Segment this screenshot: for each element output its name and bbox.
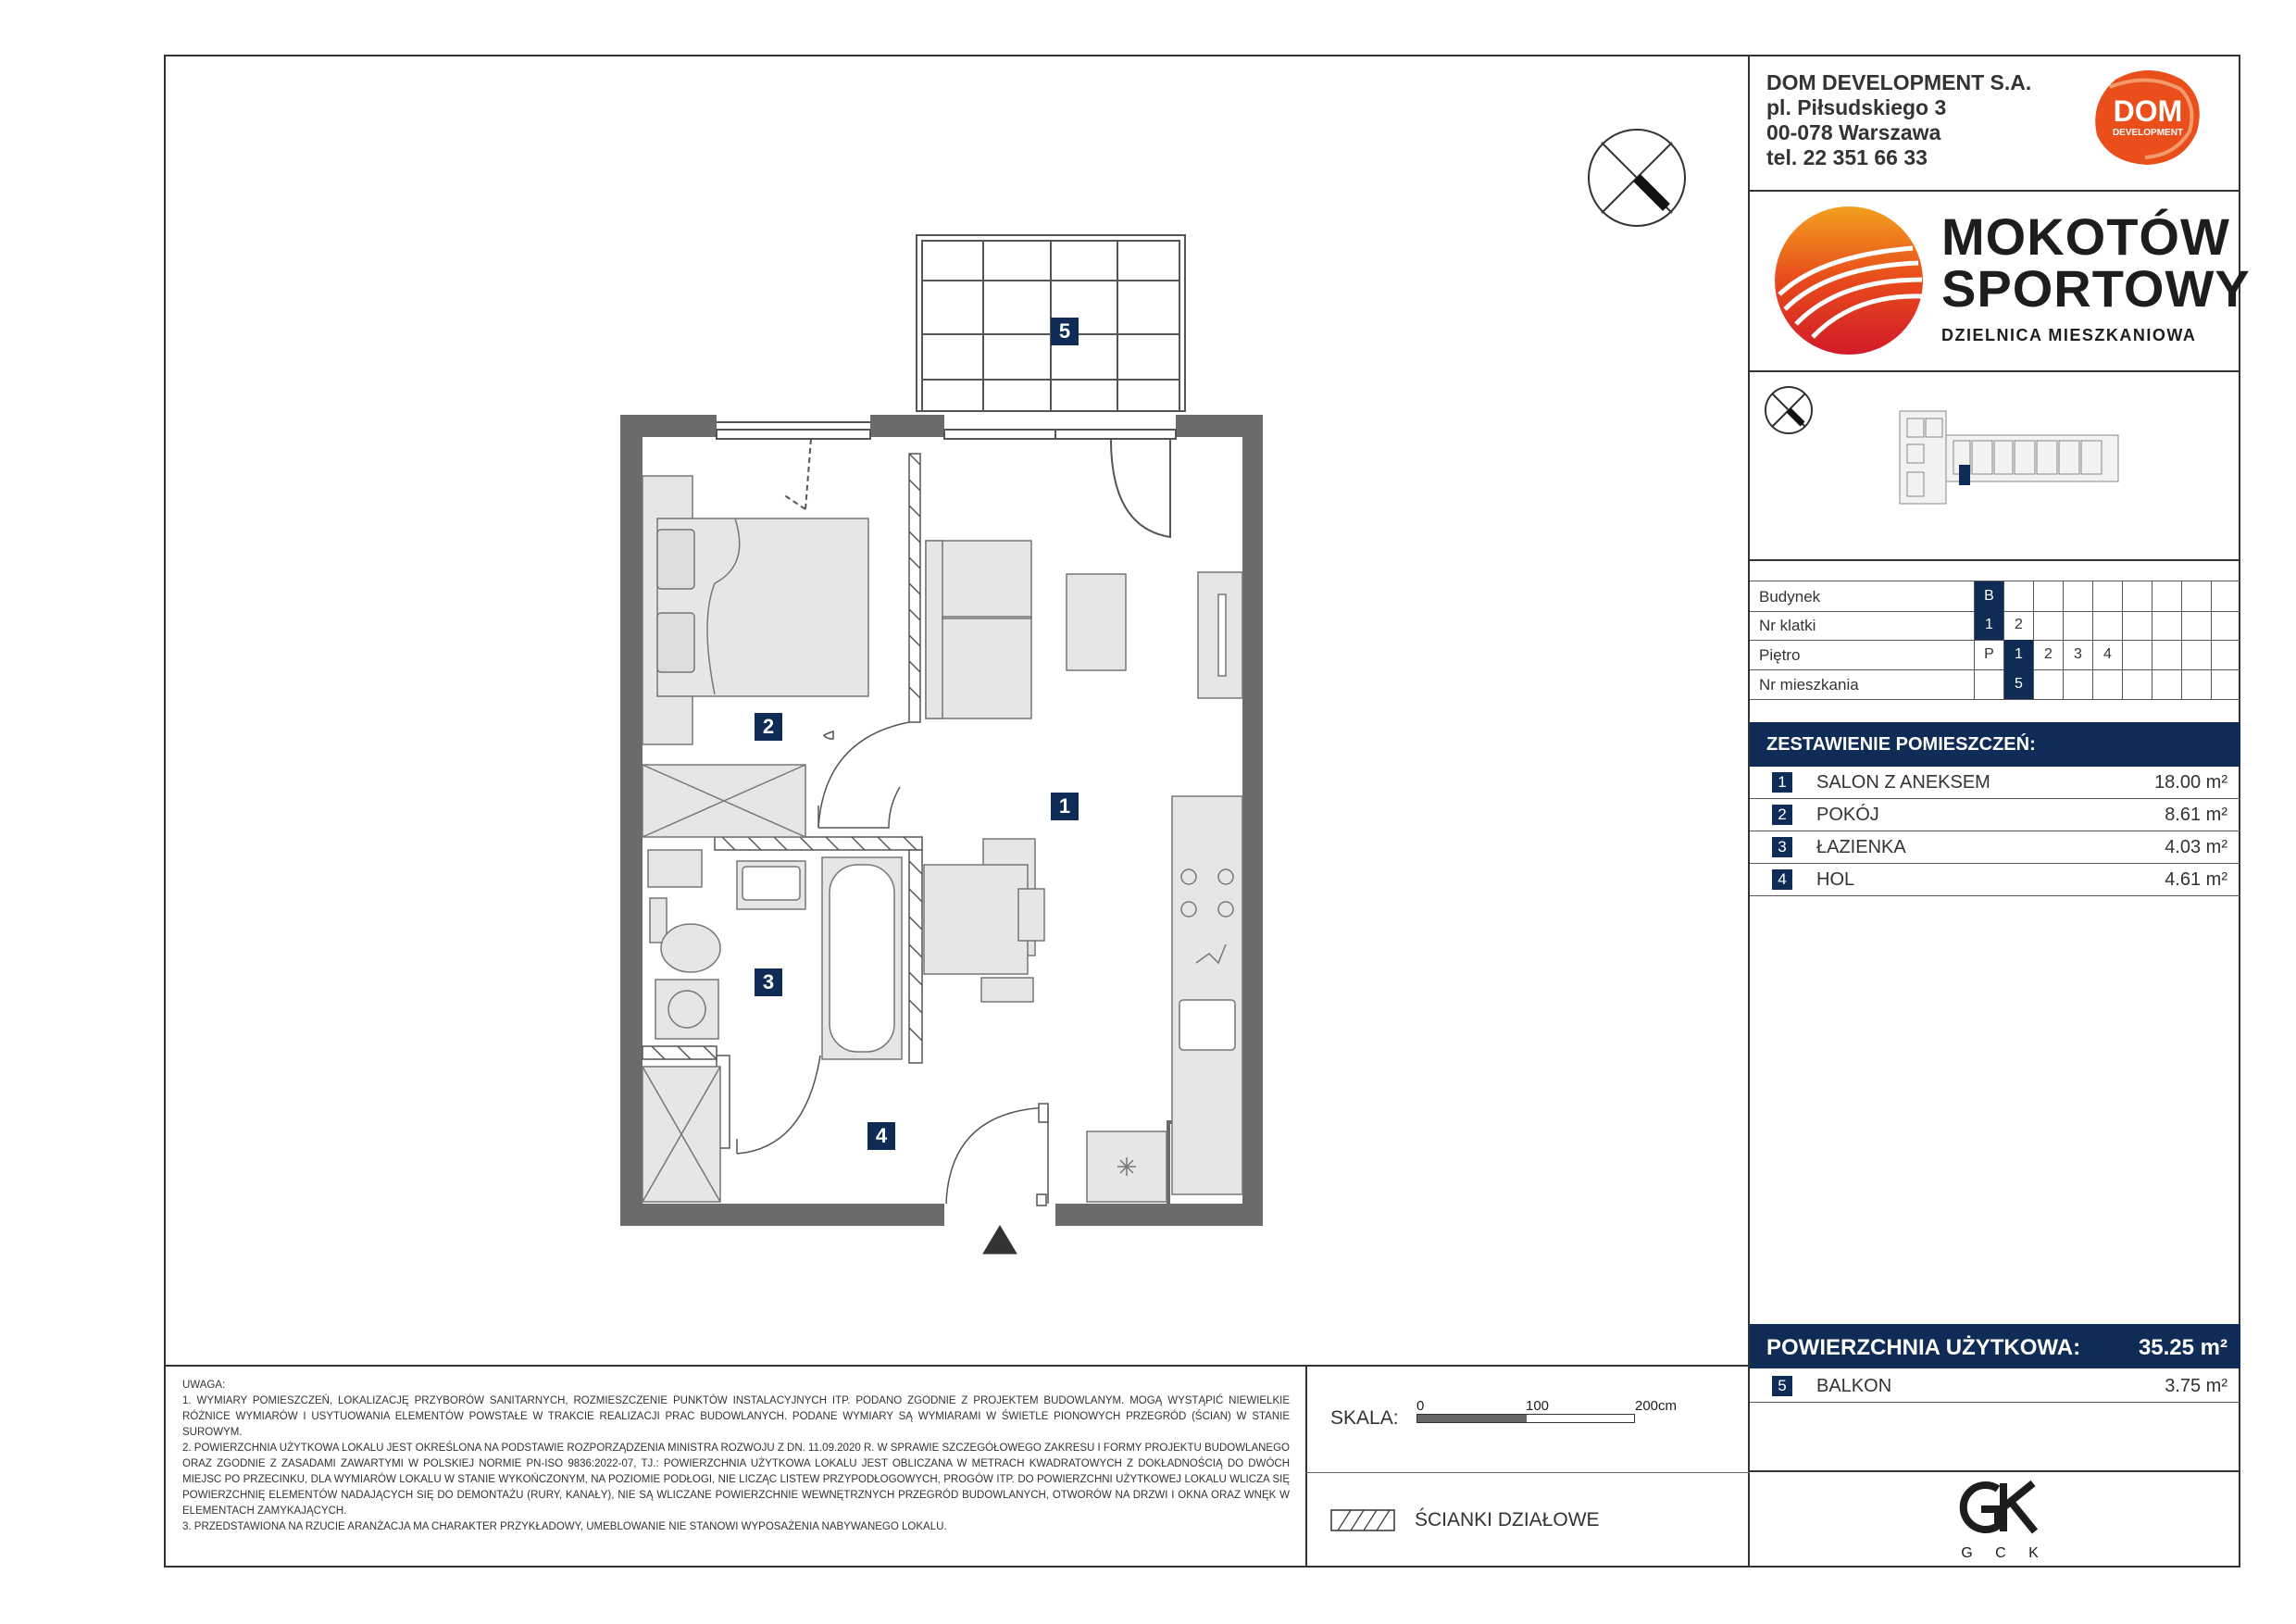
company-address: [1766, 70, 2031, 170]
room-area: 8.61 m²: [2165, 805, 2227, 825]
info-label-nr-klatki: Nr klatki: [1759, 617, 1816, 634]
info-cell: [2152, 640, 2181, 669]
info-cell: [2211, 640, 2240, 669]
info-cell: [2033, 610, 2063, 640]
scale-tick-100: 100: [1526, 1398, 1550, 1414]
compass-icon: [1587, 128, 1687, 232]
info-cell: [2152, 610, 2181, 640]
plan-label-room-2: 2: [755, 713, 782, 741]
notes-item: 1. WYMIARY POMIESZCZEŃ, LOKALIZACJĘ PRZYBORÓW SANITARNYCH, ROZMIESZCZENIE PUNKTÓW INSTALACYJNYCH ITP. PODANO ZGODNIE Z PROJEKTEM BUDOWLANYM. MOGĄ WYSTĄPIĆ NIEWIELKIE RÓŻNICE WYMIARÓW I USYTUOWANIA ELEMENTÓW POWSTAŁE W TRAKCIE REALIZACJI PRAC BUDOWLANYCH. PODANE WYMIARY SĄ WYMIARAMI W ŚWIETLE PIONOWYCH PRZEGRÓD (ŚCIAN) W STANIE SUROWYM.: [182, 1395, 1290, 1438]
company-name: DOM DEVELOPMENT S.A.: [1766, 70, 2032, 94]
info-label-nr-mieszkania: Nr mieszkania: [1759, 676, 1859, 693]
info-cell: [2092, 669, 2122, 699]
info-cell: [2211, 610, 2240, 640]
company-city: 00-078 Warszawa: [1766, 120, 1941, 144]
info-cell: [2181, 581, 2211, 611]
info-cell: [2152, 669, 2181, 699]
building-key-plan: [1898, 407, 2120, 514]
rooms-heading-text: ZESTAWIENIE POMIESZCZEŃ:: [1766, 734, 2036, 755]
info-cell: [2092, 610, 2122, 640]
info-cell: [2152, 581, 2181, 611]
room-row: [1750, 799, 2240, 831]
info-row-budynek: [1750, 581, 2240, 612]
sidebar-sep-2: [1748, 370, 2240, 372]
room-row: [1750, 767, 2240, 799]
info-cell: [2122, 581, 2152, 611]
info-label-budynek: Budynek: [1759, 588, 1821, 606]
info-cell: 4: [2092, 640, 2122, 669]
dom-development-logo: [2088, 67, 2208, 170]
scale-tick-0: 0: [1416, 1398, 1425, 1414]
rooms-heading: [1750, 722, 2240, 767]
room-area: 4.03 m²: [2165, 837, 2227, 857]
room-name: ŁAZIENKA: [1816, 837, 1906, 857]
project-logo-text: [1941, 207, 2251, 345]
room-number: 1: [1772, 772, 1792, 793]
info-cell: 1: [1974, 610, 2003, 640]
total-area-label: POWIERZCHNIA UŻYTKOWA:: [1766, 1335, 2081, 1360]
info-row-nr-klatki: [1750, 610, 2240, 641]
room-row: [1750, 864, 2240, 896]
info-cell: [2033, 669, 2063, 699]
total-area-bar: [1750, 1324, 2240, 1368]
project-subtitle: DZIELNICA MIESZKANIOWA: [1941, 326, 2197, 344]
scale-tick-200: 200cm: [1635, 1398, 1678, 1414]
info-cell: [2033, 581, 2063, 611]
gck-logo-letters: G C K: [1961, 1545, 2048, 1561]
notes-item: 2. POWIERZCHNIA UŻYTKOWA LOKALU JEST OKREŚLONA NA PODSTAWIE ROZPORZĄDZENIA MINISTRA ROZWOJU Z DN. 11.09.2020 R. W SPRAWIE SZCZEGÓŁOWEGO ZAKRESU I FORMY PROJEKTU BUDOWLANEGO ORAZ ZGODNIE Z ZASADAMI ZAWARTYMI W POLSKIEJ NORMIE PN-ISO 9836:2022-07, TJ.: POWIERZCHNIA UŻYTKOWA LOKALU JEST OBLICZANA W METRACH KWADRATOWYCH Z DOKŁADNOŚCIĄ DO DWÓCH MIEJSC PO PRZECINKU, DLA WYMIARÓW LOKALU W STANIE WYKOŃCZONYM, NA POZIOMIE PODŁOGI, NIE LICZĄC LISTEW PRZYPODŁOGOWYCH, PROGÓW ITP. DO POWIERZCHNI UŻYTKOWEJ LOKALU WLICZA SIĘ POWIERZCHNIĘ ELEMENTÓW NADAJĄCYCH SIĘ DO DEMONTAŻU (RURY, KANAŁY), NIE SĄ WLICZANE POWIERZCHNIE WEWNĘTRZNYCH PRZEGRÓD BUDOWLANYCH, OTWORÓW NA DRZWI I OKNA ORAZ WNĘK W ELEMENTACH ZAMYKAJĄCYCH.: [182, 1443, 1290, 1517]
info-cell: [2211, 581, 2240, 611]
info-cell: [2122, 610, 2152, 640]
info-label-pietro: Piętro: [1759, 646, 1801, 664]
info-cell: 2: [2033, 640, 2063, 669]
room-name: HOL: [1816, 869, 1855, 890]
notes-item: 3. PRZEDSTAWIONA NA RZUCIE ARANŻACJA MA CHARAKTER PRZYKŁADOWY, UMEBLOWANIE NIE STANOWI WYPOSAŻENIA NABYWANEGO LOKALU.: [182, 1521, 947, 1532]
info-cell: 3: [2063, 640, 2092, 669]
info-cell: [2122, 669, 2152, 699]
info-cell: [2181, 640, 2211, 669]
room-name: POKÓJ: [1816, 805, 1879, 825]
info-cell: [2092, 581, 2122, 611]
partition-wall-swatch: [1330, 1509, 1395, 1536]
compass-small-icon: [1764, 385, 1814, 440]
info-row-pietro: [1750, 640, 2240, 670]
project-logo-emblem: [1774, 206, 1924, 356]
info-cell: [2003, 581, 2033, 611]
notes-block: [182, 1378, 1290, 1535]
plan-label-balcony: 5: [1051, 318, 1079, 345]
plan-label-room-1: 1: [1051, 793, 1079, 820]
balcony-row: [1750, 1370, 2240, 1403]
info-cell: [2063, 669, 2092, 699]
sidebar-sep-3: [1748, 559, 2240, 561]
room-area: 18.00 m²: [2154, 772, 2227, 793]
notes-title: UWAGA:: [182, 1380, 226, 1391]
scale-bar-fill: [1417, 1415, 1527, 1422]
info-row-nr-mieszkania: [1750, 669, 2240, 700]
scale-label: SKALA:: [1330, 1407, 1399, 1429]
project-name-line1: MOKOTÓW: [1941, 207, 2230, 266]
room-number: 3: [1772, 837, 1792, 857]
info-cell: [2063, 610, 2092, 640]
info-cell: [2122, 640, 2152, 669]
room-number: 4: [1772, 869, 1792, 890]
dom-logo-subtext: DEVELOPMENT: [2112, 128, 2184, 138]
notes-divider: [164, 1365, 1750, 1367]
plan-label-room-3: 3: [755, 968, 782, 996]
info-cell: [2211, 669, 2240, 699]
scale-divider: [1305, 1365, 1307, 1568]
info-cell: 5: [2003, 669, 2033, 699]
balcony-area: 3.75 m²: [2165, 1376, 2227, 1396]
plan-label-room-4: 4: [867, 1122, 895, 1150]
balcony-number: 5: [1772, 1376, 1792, 1396]
room-number: 2: [1772, 805, 1792, 825]
floor-plan: [611, 231, 1278, 1259]
room-area: 4.61 m²: [2165, 869, 2227, 890]
info-cell: [2063, 581, 2092, 611]
info-cell: B: [1974, 581, 2003, 611]
room-row: [1750, 831, 2240, 864]
partition-wall-label: ŚCIANKI DZIAŁOWE: [1415, 1509, 1600, 1530]
scale-bar: [1416, 1414, 1635, 1423]
room-name: SALON Z ANEKSEM: [1816, 772, 1990, 793]
total-area-value: 35.25 m²: [2138, 1335, 2227, 1360]
info-cell: [2181, 669, 2211, 699]
info-cell: [1974, 669, 2003, 699]
company-street: pl. Piłsudskiego 3: [1766, 95, 1947, 119]
dom-logo-text: DOM: [2113, 94, 2183, 128]
info-cell: 1: [2003, 640, 2033, 669]
sidebar-sep-4: [1748, 1470, 2240, 1472]
gck-logo-mark: [1944, 1478, 2055, 1537]
project-name-line2: SPORTOWY: [1941, 259, 2251, 318]
balcony-name: BALKON: [1816, 1376, 1892, 1396]
scale-legend-divider: [1305, 1472, 1750, 1473]
info-cell: 2: [2003, 610, 2033, 640]
sidebar-sep-1: [1748, 190, 2240, 192]
company-phone: tel. 22 351 66 33: [1766, 145, 1928, 169]
info-cell: [2181, 610, 2211, 640]
gck-logo: [1944, 1478, 2055, 1563]
entrance-arrow-icon: [983, 1226, 1017, 1254]
info-cell: P: [1974, 640, 2003, 669]
